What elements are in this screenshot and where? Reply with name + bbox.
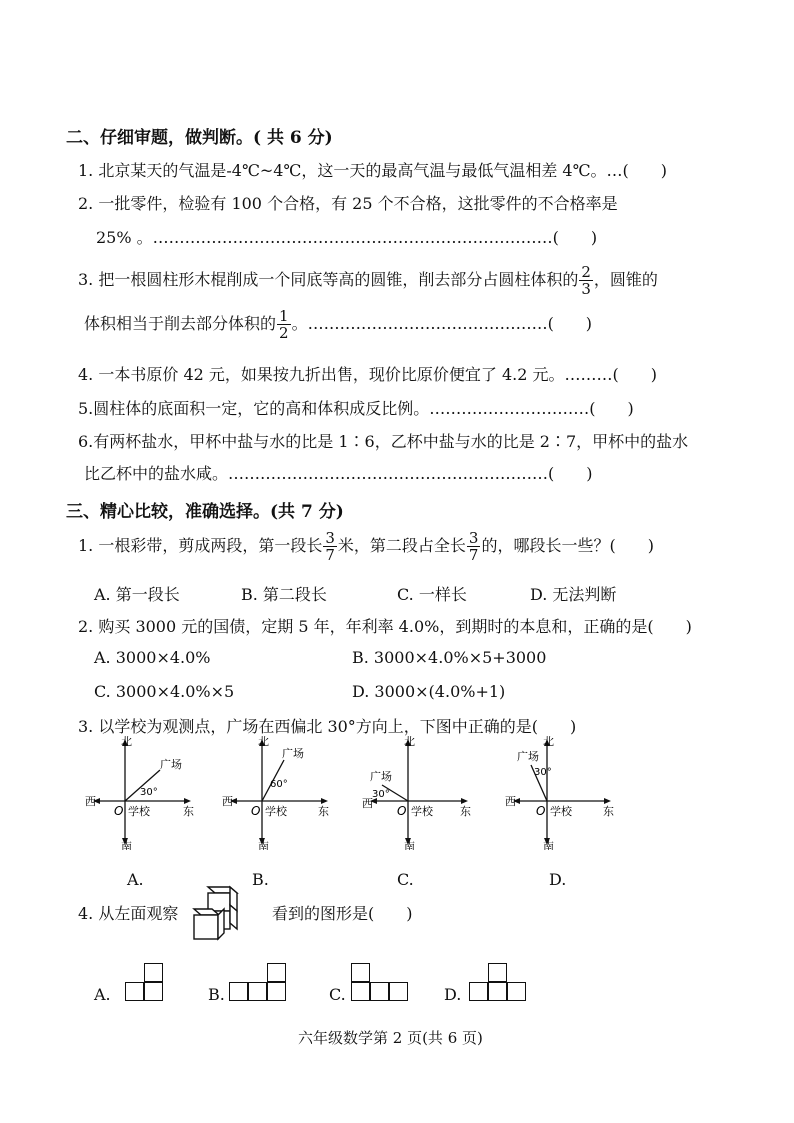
south-label: 南 [121, 840, 132, 850]
square-label: 广场 [282, 747, 304, 760]
school-label: 学校 [550, 805, 572, 818]
q1-text-post: 的，哪段长一些？( ) [481, 536, 654, 555]
south-label: 南 [404, 840, 415, 850]
square-label: 广场 [370, 770, 392, 783]
choice-question-4-pre: 4. 从左面观察 [78, 904, 179, 923]
angle-label: 60° [270, 779, 288, 790]
east-label: 东 [318, 805, 329, 818]
west-label: 西 [85, 795, 96, 808]
q3-text-post: ，圆锥的 [593, 270, 658, 289]
fraction-numerator: 2 [581, 263, 591, 281]
page-footer: 六年级数学第 2 页(共 6 页) [298, 1029, 483, 1047]
fraction-numerator: 3 [468, 529, 479, 547]
option-d[interactable]: D. 3000×(4.0%+1) [352, 682, 506, 701]
option-d[interactable]: D. 无法判断 [530, 585, 617, 604]
north-label: 北 [404, 735, 415, 748]
arrow-icon [184, 798, 191, 804]
option-d[interactable]: D. [444, 985, 462, 1004]
fraction [323, 530, 337, 563]
choice-question-1 [78, 530, 654, 563]
north-label: 北 [543, 735, 554, 748]
option-a[interactable]: A. [127, 870, 144, 889]
option-b[interactable]: B. 3000×4.0%×5+3000 [352, 648, 547, 667]
judge-question-4: 4. 一本书原价 42 元，如果按九折出售，现价比原价便宜了 4.2 元。………( ) [78, 365, 657, 384]
judge-question-5: 5.圆柱体的底面积一定，它的高和体积成反比例。…………………………( ) [78, 399, 634, 418]
school-label: 学校 [265, 805, 287, 818]
section-3-title: 三、精心比较，准确选择。(共 7 分) [66, 502, 344, 522]
square-label: 广场 [160, 758, 182, 771]
option-b[interactable]: B. 第二段长 [241, 585, 327, 604]
west-label: 西 [505, 795, 516, 808]
compass-diagram-d [505, 735, 615, 850]
arrow-icon [461, 798, 468, 804]
school-label: 学校 [411, 805, 433, 818]
judge-question-1: 1. 北京某天的气温是-4℃~4℃，这一天的最高气温与最低气温相差 4℃。…( ) [78, 161, 667, 180]
q1-text-mid: 米，第二段占全长 [337, 536, 466, 555]
compass-diagram-b [222, 735, 332, 850]
choice-question-4-post: 看到的图形是( ) [272, 904, 413, 923]
option-d[interactable]: D. [549, 870, 567, 889]
option-b[interactable]: B. [252, 870, 269, 889]
fraction-numerator: 1 [279, 307, 289, 325]
school-label: 学校 [128, 805, 150, 818]
shape-option-c[interactable] [351, 963, 411, 1003]
shape-option-a[interactable] [125, 963, 165, 1003]
compass-diagram-a [85, 735, 195, 850]
west-label: 西 [222, 795, 233, 808]
north-label: 北 [121, 735, 132, 748]
arrow-icon [321, 798, 328, 804]
compass-diagram-c [362, 735, 472, 850]
option-c[interactable]: C. [329, 985, 346, 1004]
option-b[interactable]: B. [208, 985, 225, 1004]
option-a[interactable]: A. 第一段长 [94, 585, 180, 604]
fraction [277, 308, 291, 341]
q3-text-post-2: 。………………………………………( ) [291, 314, 593, 333]
east-label: 东 [183, 805, 194, 818]
west-label: 西 [362, 797, 373, 810]
judge-question-2-line2: 25% 。…………………………………………………………………( ) [96, 228, 598, 247]
south-label: 南 [258, 840, 269, 850]
q3-text-pre: 3. 把一根圆柱形木棍削成一个同底等高的圆锥，削去部分占圆柱体积的 [78, 270, 579, 289]
judge-question-2-line1: 2. 一批零件，检验有 100 个合格，有 25 个不合格，这批零件的不合格率是 [78, 194, 618, 213]
option-c[interactable]: C. 3000×4.0%×5 [94, 682, 235, 701]
cube-stack-figure [190, 885, 242, 943]
origin-label: O [114, 804, 124, 818]
option-a[interactable]: A. [94, 985, 111, 1004]
choice-question-3: 3. 以学校为观测点，广场在西偏北 30°方向上，下图中正确的是( ) [78, 717, 577, 736]
judge-question-6-line1: 6.有两杯盐水，甲杯中盐与水的比是 1∶6，乙杯中盐与水的比是 2∶7，甲杯中的盐水 [78, 432, 689, 451]
fraction [467, 530, 481, 563]
section-2-title: 二、仔细审题，做判断。( 共 6 分) [66, 128, 333, 148]
judge-question-6-line2: 比乙杯中的盐水咸。……………………………………………………( ) [84, 464, 593, 483]
origin-label: O [536, 804, 546, 818]
option-c[interactable]: C. 一样长 [397, 585, 467, 604]
judge-question-3-line1 [78, 264, 658, 297]
q3-text-pre-2: 体积相当于削去部分体积的 [84, 314, 277, 333]
fraction-denominator: 3 [581, 280, 591, 298]
south-label: 南 [543, 840, 554, 850]
east-label: 东 [603, 805, 614, 818]
fraction-denominator: 7 [468, 546, 479, 564]
fraction-denominator: 2 [279, 324, 289, 342]
origin-label: O [251, 804, 261, 818]
choice-question-2: 2. 购买 3000 元的国债，定期 5 年，年利率 4.0%，到期时的本息和，正确的是( ) [78, 617, 692, 636]
fraction [579, 264, 593, 297]
judge-question-3-line2 [84, 308, 592, 341]
angle-label: 30° [140, 787, 158, 798]
north-label: 北 [258, 735, 269, 748]
angle-label: 30° [372, 789, 390, 800]
option-a[interactable]: A. 3000×4.0% [94, 648, 211, 667]
fraction-denominator: 7 [325, 546, 335, 564]
arrow-icon [604, 798, 611, 804]
fraction-numerator: 3 [325, 529, 335, 547]
shape-option-b[interactable] [229, 963, 289, 1003]
angle-label: 30° [534, 767, 552, 778]
east-label: 东 [460, 805, 471, 818]
shape-option-d[interactable] [469, 963, 529, 1003]
q1-text-pre: 1. 一根彩带，剪成两段，第一段长 [78, 536, 323, 555]
option-c[interactable]: C. [397, 870, 414, 889]
origin-label: O [397, 804, 407, 818]
square-label: 广场 [517, 750, 539, 763]
